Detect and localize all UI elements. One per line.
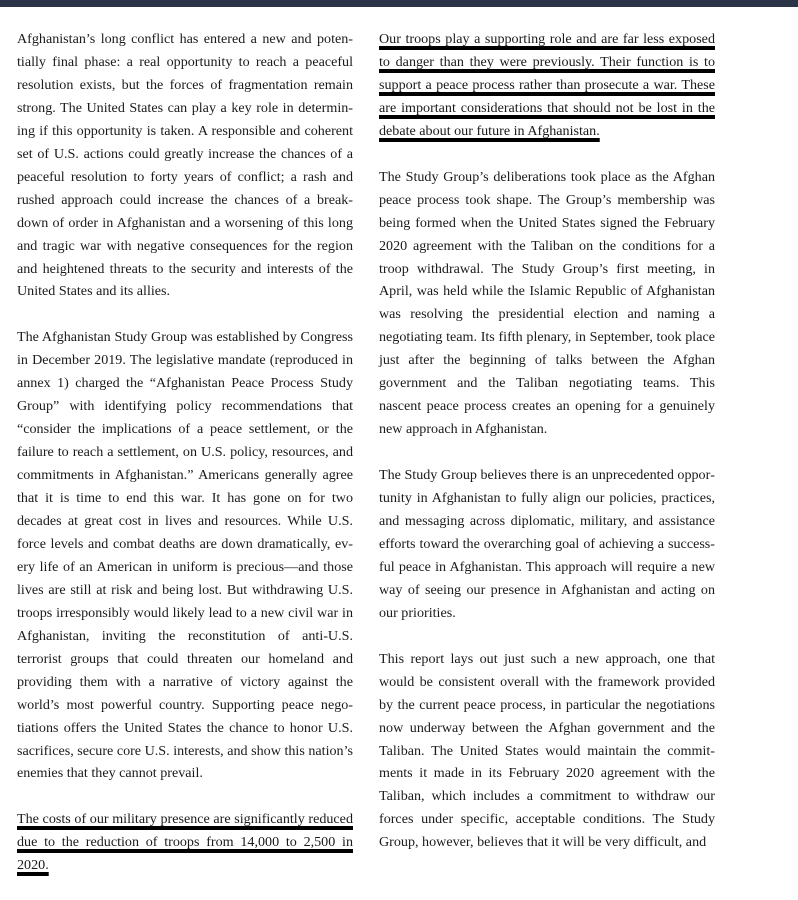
paragraph: The Afghanistan Study Group was established by Congress in December 2019. The legislative mandate (reproduced in annex 1) charged the “Afghanistan Peace Process Study Group” with identifying policy recommendations that “consider the implications of a peace settlement, or the failure to reach a settlement, on U.S. policy, resources, and commitments in Afghanistan.” Americans generally agree that it is time to end this war. It has gone on for two decades at great cost in lives and resources. While U.S. force levels and combat deaths are down dramatically, every life of an American in uniform is precious—and those lives are still at risk and being lost. But withdrawing U.S. troops irresponsibly would likely lead to a new civil war in Afghanistan, inviting the reconstitution of anti-U.S. terrorist groups that could threaten our homeland and providing them with a narrative of victory against the world’s most powerful country. Supporting peace negotiations offers the United States the chance to honor U.S. sacrifices, secure core U.S. interests, and show this nation’s enemies that they cannot prevail. [17, 329, 353, 782]
left-column [17, 28, 353, 900]
paragraph: This report lays out just such a new approach, one that would be consistent overall with the framework provided by the current peace process, in particular the negotiations now underway between the Afghan government and the Taliban. The United States would maintain the commitments it made in its February 2020 agreement with the Taliban, which includes a commitment to withdraw our forces under specific, acceptable conditions. The Study Group, however, believes that it will be very difficult, and [379, 650, 715, 851]
underlined-text: Our troops play a supporting role and are far less exposed to danger than they were previously. Their function is to support a peace process rather than prosecute a war. These are important considerations that should not be lost in the debate about our future in Afghanistan. [379, 31, 715, 139]
paragraph: The Study Group’s deliberations took place as the Afghan peace process took shape. The Group’s membership was being formed when the United States signed the February 2020 agreement with the Taliban on the conditions for a troop withdrawal. The Study Group’s first meeting, in April, was held while the Islamic Republic of Afghanistan was resolving the presidential election and naming a negotiating team. Its fifth plenary, in September, took place just after the beginning of talks between the Afghan government and the Taliban negotiating teams. This nascent peace process creates an opening for a genuinely new approach in Afghanistan. [379, 168, 715, 438]
underlined-text: The costs of our military presence are significantly reduced due to the reduction of troops from 14,000 to 2,500 in 2020. [17, 811, 353, 874]
paragraph: The Study Group believes there is an unprecedented opportunity in Afghanistan to fully align our policies, practices, and messaging across diplomatic, military, and assistance efforts toward the overarching goal of achieving a successful peace in Afghanistan. This approach will require a new way of seeing our presence in Afghanistan and acting on our priorities. [379, 467, 715, 621]
right-column [379, 28, 715, 877]
highlighted-paragraph [17, 808, 353, 877]
highlighted-paragraph [379, 28, 715, 143]
paragraph: Afghanistan’s long conflict has entered a new and potentially final phase: a real opportunity to reach a peaceful resolution exists, but the forces of fragmentation remain strong. The United States can play a key role in determining if this opportunity is taken. A responsible and coherent set of U.S. actions could greatly increase the chances of a peaceful resolution to forty years of conflict; a rash and rushed approach could increase the chances of a breakdown of order in Afghanistan and a worsening of this long and tragic war with negative consequences for the region and heightened threats to the security and interests of the United States and its allies. [17, 31, 353, 300]
top-accent-bar [0, 0, 798, 7]
